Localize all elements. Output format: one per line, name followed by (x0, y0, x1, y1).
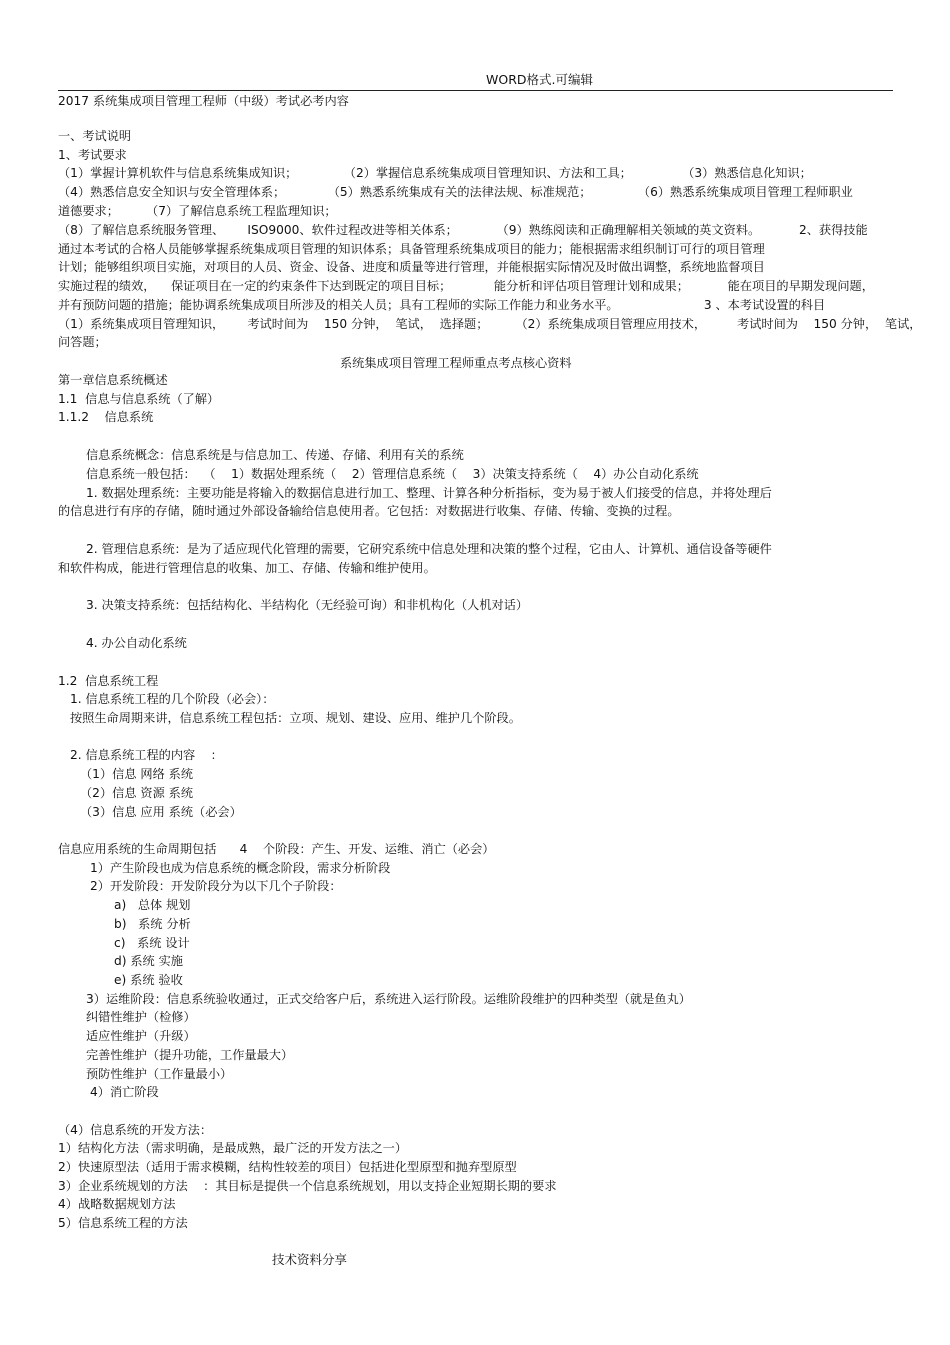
text-line: 1. 数据处理系统：主要功能是将输入的数据信息进行加工、整理、计算各种分析指标，变为易于被人们接受的信息，并将处理后 (86, 486, 772, 500)
text-line: b) 系统 分析 (114, 917, 191, 931)
text-line: 3）运维阶段：信息系统验收通过，正式交给客户后，系统进入运行阶段。运维阶段维护的四种类型（就是鱼丸） (86, 992, 691, 1006)
text-line: （8）了解信息系统服务管理、 ISO9000、软件过程改进等相关体系； （9）熟练阅读和正确理解相关领域的英文资料。 2、获得技能 (58, 223, 868, 237)
text-line: 信息系统概念：信息系统是与信息加工、传递、存储、利用有关的系统 (86, 448, 464, 462)
text-line: 2）开发阶段：开发阶段分为以下几个子阶段： (90, 879, 342, 893)
text-line: 和软件构成，能进行管理信息的收集、加工、存储、传输和维护使用。 (58, 561, 436, 575)
text-line: 适应性维护（升级） (86, 1029, 196, 1043)
text-line: （1）系统集成项目管理知识， 考试时间为 150 分钟， 笔试， 选择题； （2）系统集成项目管理应用技术， 考试时间为 150 分钟， 笔试， (58, 317, 922, 331)
text-line: 5）信息系统工程的方法 (58, 1216, 188, 1230)
text-line: d) 系统 实施 (114, 954, 183, 968)
text-line: 1.2 信息系统工程 (58, 674, 159, 688)
text-line: 计划；能够组织项目实施，对项目的人员、资金、设备、进度和质量等进行管理，并能根据实际情况及时做出调整，系统地监督项目 (58, 260, 765, 274)
text-line: 信息应用系统的生命周期包括 4 个阶段：产生、开发、运维、消亡（必会） (58, 842, 495, 856)
page-header: WORD格式.可编辑 (486, 72, 593, 87)
text-line: （4）熟悉信息安全知识与安全管理体系； （5）熟悉系统集成有关的法律法规、标准规范； （6）熟悉系统集成项目管理工程师职业 (58, 185, 853, 199)
text-line: 4）消亡阶段 (90, 1085, 159, 1099)
text-line: 1. 信息系统工程的几个阶段（必会）： (70, 692, 275, 706)
text-line: （1）掌握计算机软件与信息系统集成知识； （2）掌握信息系统集成项目管理知识、方法和工具； （3）熟悉信息化知识； (58, 166, 812, 180)
text-line: 1）产生阶段也成为信息系统的概念阶段，需求分析阶段 (90, 861, 391, 875)
text-line: 按照生命周期来讲，信息系统工程包括：立项、规划、建设、应用、维护几个阶段。 (70, 711, 521, 725)
text-line: （2）信息 资源 系统 (80, 786, 194, 800)
text-line: 并有预防问题的措施；能协调系统集成项目所涉及的相关人员；具有工程师的实际工作能力和业务水平。 3 、本考试设置的科目 (58, 298, 826, 312)
text-line: 通过本考试的合格人员能够掌握系统集成项目管理的知识体系；具备管理系统集成项目的能力；能根据需求组织制订可行的项目管理 (58, 242, 765, 256)
text-line: （4）信息系统的开发方法： (58, 1123, 213, 1137)
text-line: a) 总体 规划 (114, 898, 191, 912)
text-line: 2. 信息系统工程的内容 ： (70, 748, 223, 762)
text-line: 的信息进行有序的存储，随时通过外部设备输给信息使用者。它包括：对数据进行收集、存储、传输、变换的过程。 (58, 504, 680, 518)
text-line: 2017 系统集成项目管理工程师（中级）考试必考内容 (58, 94, 349, 108)
text-line: e) 系统 验收 (114, 973, 183, 987)
text-line: 1）结构化方法（需求明确，是最成熟，最广泛的开发方法之一） (58, 1141, 408, 1155)
text-line: 4）战略数据规划方法 (58, 1197, 176, 1211)
text-line: 完善性维护（提升功能，工作量最大） (86, 1048, 294, 1062)
text-line: 2）快速原型法（适用于需求模糊，结构性较差的项目）包括进化型原型和抛弃型原型 (58, 1160, 517, 1174)
text-line: c) 系统 设计 (114, 936, 190, 950)
section-title: 系统集成项目管理工程师重点考点核心资料 (340, 356, 572, 370)
header-divider (58, 90, 893, 91)
text-line: 第一章信息系统概述 (58, 373, 168, 387)
text-line: 1、考试要求 (58, 148, 127, 162)
text-line: 一、考试说明 (58, 129, 132, 143)
text-line: 4. 办公自动化系统 (86, 636, 187, 650)
text-line: 1.1 信息与信息系统（了解） (58, 392, 220, 406)
text-line: 1.1.2 信息系统 (58, 410, 154, 424)
text-line: 预防性维护（工作量最小） (86, 1067, 233, 1081)
text-line: 实施过程的绩效， 保证项目在一定的约束条件下达到既定的项目目标； 能分析和评估项目管理计划和成果； 能在项目的早期发现问题， (58, 279, 874, 293)
text-line: 问答题； (58, 335, 107, 349)
text-line: 3. 决策支持系统：包括结构化、半结构化（无经验可询）和非机构化（人机对话） (86, 598, 529, 612)
text-line: 2. 管理信息系统：是为了适应现代化管理的需要，它研究系统中信息处理和决策的整个过程，它由人、计算机、通信设备等硬件 (86, 542, 772, 556)
text-line: 道德要求； （7）了解信息系统工程监理知识； (58, 204, 337, 218)
text-line: 信息系统一般包括： （ 1）数据处理系统（ 2）管理信息系统（ 3）决策支持系统（ 4）办公自动化系统 (86, 467, 699, 481)
text-line: 3）企业系统规划的方法 ：其目标是提供一个信息系统规划，用以支持企业短期长期的要求 (58, 1179, 557, 1193)
text-line: （1）信息 网络 系统 (80, 767, 194, 781)
text-line: （3）信息 应用 系统（必会） (80, 805, 242, 819)
page-footer: 技术资料分享 (272, 1252, 348, 1267)
text-line: 纠错性维护（检修） (86, 1010, 196, 1024)
